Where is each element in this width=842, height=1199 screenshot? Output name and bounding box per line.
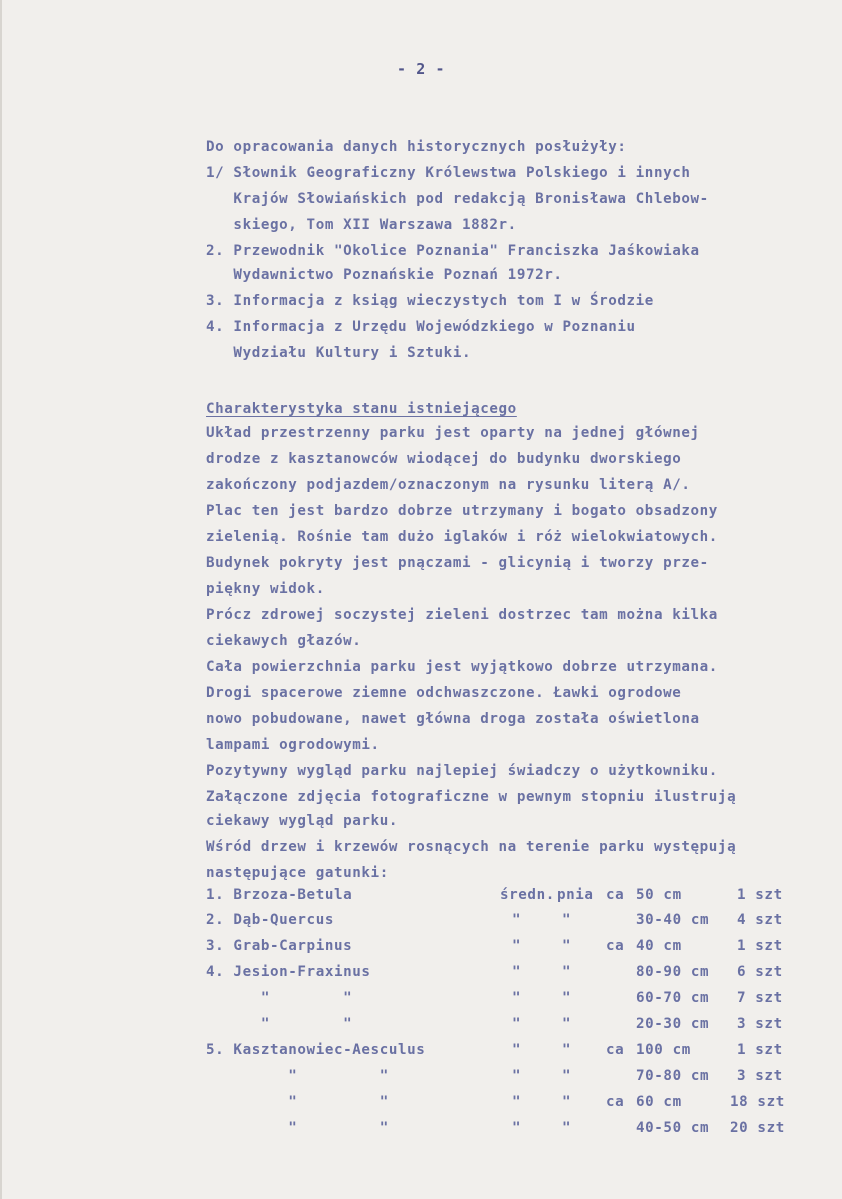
species-name: " "	[206, 990, 353, 1006]
source-line: Wydawnictwo Poznańskie Poznań 1972r.	[206, 267, 563, 283]
measure-label: "	[512, 1120, 522, 1136]
tree-count: 1 szt	[737, 887, 783, 903]
body-line: lampami ogrodowymi.	[206, 737, 380, 753]
body-line: Układ przestrzenny parku jest oparty na jednej głównej	[206, 425, 700, 441]
section-heading: Charakterystyka stanu istniejącego	[206, 401, 517, 417]
trunk-size: 100 cm	[636, 1042, 691, 1058]
tree-count: 1 szt	[737, 938, 783, 954]
body-line: Załączone zdjęcia fotograficzne w pewnym stopniu ilustrują	[206, 789, 737, 805]
measure-label: "	[562, 938, 572, 954]
source-line: Krajów Słowiańskich pod redakcją Bronisława Chlebow-	[206, 191, 709, 207]
tree-count: 18 szt	[730, 1094, 785, 1110]
body-line: Wśród drzew i krzewów rosnących na terenie parku występują	[206, 839, 737, 855]
tree-count: 1 szt	[737, 1042, 783, 1058]
trunk-size: 40-50 cm	[636, 1120, 710, 1136]
body-line: ciekawy wygląd parku.	[206, 813, 398, 829]
trunk-size: 60 cm	[636, 1094, 682, 1110]
source-line: 3. Informacja z ksiąg wieczystych tom I w Środzie	[206, 293, 654, 309]
source-line: 2. Przewodnik "Okolice Poznania" Franciszka Jaśkowiaka	[206, 243, 700, 259]
body-line: piękny widok.	[206, 581, 325, 597]
tree-count: 4 szt	[737, 912, 783, 928]
species-name: " "	[206, 1016, 353, 1032]
body-line: Prócz zdrowej soczystej zieleni dostrzec tam można kilka	[206, 607, 718, 623]
approx-mark: ca	[606, 1094, 625, 1110]
body-line: Cała powierzchnia parku jest wyjątkowo dobrze utrzymana.	[206, 659, 718, 675]
measure-label: "	[562, 964, 572, 980]
measure-label: pnia	[557, 887, 594, 903]
measure-label: "	[512, 990, 522, 1006]
trunk-size: 40 cm	[636, 938, 682, 954]
measure-label: "	[512, 1042, 522, 1058]
body-line: nowo pobudowane, nawet główna droga została oświetlona	[206, 711, 700, 727]
body-line: Pozytywny wygląd parku najlepiej świadczy o użytkowniku.	[206, 763, 718, 779]
trunk-size: 30-40 cm	[636, 912, 710, 928]
trunk-size: 50 cm	[636, 887, 682, 903]
tree-count: 6 szt	[737, 964, 783, 980]
measure-label: "	[562, 1016, 572, 1032]
species-name: 5. Kasztanowiec-Aesculus	[206, 1042, 426, 1058]
measure-label: "	[512, 1068, 522, 1084]
source-line: 1/ Słownik Geograficzny Królewstwa Polskiego i innych	[206, 165, 691, 181]
body-line: Drogi spacerowe ziemne odchwaszczone. Ławki ogrodowe	[206, 685, 682, 701]
approx-mark: ca	[606, 938, 625, 954]
body-line: drodze z kasztanowców wiodącej do budynku dworskiego	[206, 451, 682, 467]
measure-label: "	[562, 1068, 572, 1084]
species-name: 3. Grab-Carpinus	[206, 938, 353, 954]
body-line: Budynek pokryty jest pnączami - glicynią i tworzy prze-	[206, 555, 709, 571]
measure-label: "	[512, 938, 522, 954]
measure-label: "	[562, 1042, 572, 1058]
trunk-size: 20-30 cm	[636, 1016, 710, 1032]
body-line: Plac ten jest bardzo dobrze utrzymany i bogato obsadzony	[206, 503, 718, 519]
species-name: 2. Dąb-Quercus	[206, 912, 334, 928]
body-line: zakończony podjazdem/oznaczonym na rysunku literą A/.	[206, 477, 691, 493]
source-line: skiego, Tom XII Warszawa 1882r.	[206, 217, 517, 233]
trunk-size: 80-90 cm	[636, 964, 710, 980]
body-line: następujące gatunki:	[206, 865, 389, 881]
sources-intro: Do opracowania danych historycznych posłużyły:	[206, 139, 627, 155]
species-name: " "	[206, 1120, 389, 1136]
measure-label: średn.	[500, 887, 555, 903]
approx-mark: ca	[606, 887, 625, 903]
tree-count: 3 szt	[737, 1068, 783, 1084]
species-name: " "	[206, 1068, 389, 1084]
species-name: " "	[206, 1094, 389, 1110]
measure-label: "	[562, 1120, 572, 1136]
measure-label: "	[512, 1016, 522, 1032]
tree-count: 7 szt	[737, 990, 783, 1006]
approx-mark: ca	[606, 1042, 625, 1058]
measure-label: "	[512, 912, 522, 928]
measure-label: "	[562, 912, 572, 928]
trunk-size: 60-70 cm	[636, 990, 710, 1006]
body-line: ciekawych głazów.	[206, 633, 362, 649]
source-line: 4. Informacja z Urzędu Wojewódzkiego w Poznaniu	[206, 319, 636, 335]
body-line: zielenią. Rośnie tam dużo iglaków i róż wielokwiatowych.	[206, 529, 718, 545]
page-number: - 2 -	[397, 60, 446, 78]
tree-count: 3 szt	[737, 1016, 783, 1032]
source-line: Wydziału Kultury i Sztuki.	[206, 345, 472, 361]
measure-label: "	[512, 964, 522, 980]
trunk-size: 70-80 cm	[636, 1068, 710, 1084]
tree-count: 20 szt	[730, 1120, 785, 1136]
species-name: 1. Brzoza-Betula	[206, 887, 353, 903]
measure-label: "	[562, 1094, 572, 1110]
species-name: 4. Jesion-Fraxinus	[206, 964, 371, 980]
measure-label: "	[512, 1094, 522, 1110]
measure-label: "	[562, 990, 572, 1006]
